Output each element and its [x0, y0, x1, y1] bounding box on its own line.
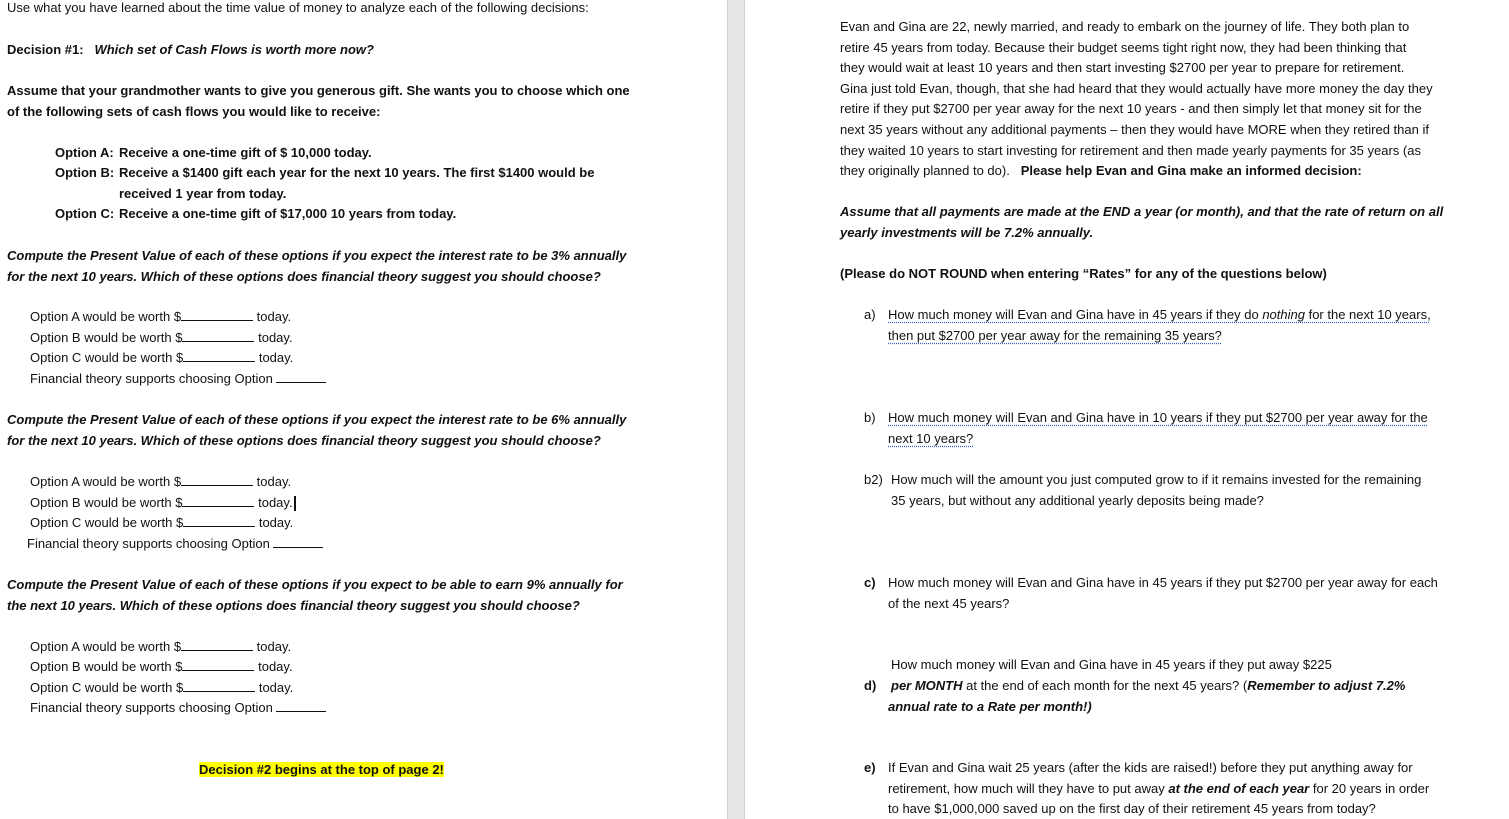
question-b2-line-2: 35 years, but without any additional yearly deposits being made?: [891, 493, 1264, 508]
option-b-label: Option B:: [55, 165, 115, 180]
story-line-1: Evan and Gina are 22, newly married, and ready to embark on the journey of life. They both plan to: [840, 19, 1410, 34]
section-6pct-line-2: for the next 10 years. Which of these options does financial theory suggest you should choose?: [7, 433, 601, 448]
answer-blank[interactable]: [182, 328, 254, 342]
supports-row-9pct: [30, 698, 326, 718]
today-text: today.: [256, 309, 292, 324]
supports-label: Financial theory supports choosing Option: [30, 371, 273, 386]
question-c-line-2: of the next 45 years?: [888, 596, 1010, 611]
answer-blank[interactable]: [183, 678, 255, 692]
answer-row-c-3pct: [30, 348, 293, 368]
question-a-line-2: then put $2700 per year away for the remaining 35 years?: [888, 328, 1222, 343]
supports-blank[interactable]: [276, 698, 326, 712]
question-e-line-1: If Evan and Gina wait 25 years (after the kids are raised!) before they put anything away for: [888, 760, 1413, 775]
today-text: today.: [258, 350, 294, 365]
supports-blank[interactable]: [273, 534, 323, 548]
question-a-label: a): [864, 307, 876, 322]
section-6pct-line-1: Compute the Present Value of each of these options if you expect the interest rate to be 6% annually: [7, 412, 627, 427]
answer-row-a-9pct: [30, 637, 291, 657]
answer-label: Option C would be worth $: [30, 350, 184, 365]
supports-row-6pct: [27, 534, 323, 554]
supports-label: Financial theory supports choosing Option: [30, 700, 273, 715]
story-line-8: [840, 161, 1362, 181]
section-9pct-line-2: the next 10 years. Which of these options does financial theory suggest you should choose?: [7, 598, 580, 613]
today-text: today.: [258, 515, 294, 530]
question-b2-label: b2): [864, 472, 883, 487]
story-line-6: next 35 years without any additional payments – then they would have MORE when they retired than if: [840, 122, 1429, 137]
story-line-4: Gina just told Evan, though, that she had heard that they would actually have more money the day they: [840, 81, 1433, 96]
question-d-line-2: [891, 676, 1405, 696]
intro-text: Use what you have learned about the time value of money to analyze each of the following decisions:: [7, 0, 589, 15]
option-b-text-cont: received 1 year from today.: [119, 186, 287, 201]
decision-2-note-text: Decision #2 begins at the top of page 2!: [199, 762, 444, 777]
story-line-7: they waited 10 years to start investing for retirement and then made yearly payments for 35 years (as: [840, 143, 1421, 158]
qe-pre: retirement, how much will they have to put away: [888, 781, 1169, 796]
story-call-to-action: Please help Evan and Gina make an informed decision:: [1020, 163, 1362, 178]
option-a-label: Option A:: [55, 145, 114, 160]
qd-mid: at the end of each month for the next 45 years? (: [962, 678, 1248, 693]
section-3pct-line-2: for the next 10 years. Which of these options does financial theory suggest you should choose?: [7, 269, 601, 284]
qa-italic: nothing: [1262, 307, 1305, 322]
today-text: today.: [258, 330, 293, 345]
assume-rate-line-1: Assume that all payments are made at the END a year (or month), and that the rate of return on all: [840, 204, 1444, 219]
question-b-line-2: next 10 years?: [888, 431, 974, 446]
supports-label: Financial theory supports choosing Option: [27, 536, 270, 551]
question-d-label: d): [864, 678, 877, 693]
supports-blank[interactable]: [276, 369, 326, 383]
qd-per-month: per MONTH: [891, 678, 963, 693]
option-a-text: Receive a one-time gift of $ 10,000 today.: [119, 145, 372, 160]
question-e-label: e): [864, 760, 876, 775]
question-d-line-3: annual rate to a Rate per month!): [888, 699, 1092, 714]
answer-label: Option A would be worth $: [30, 639, 182, 654]
assume-line-1: Assume that your grandmother wants to give you generous gift. She wants you to choose which one: [7, 83, 630, 98]
today-text: today.: [256, 474, 292, 489]
story-line-2: retire 45 years from today. Because their budget seems tight right now, they had been thinking that: [840, 40, 1407, 55]
answer-blank[interactable]: [183, 513, 255, 527]
today-text: today.: [256, 639, 292, 654]
answer-blank[interactable]: [181, 307, 253, 321]
qe-end-of-year: at the end of each year: [1168, 781, 1310, 796]
story-line-5: retire if they put $2700 per year away for the next 10 years - and then simply let that money sit for the: [840, 101, 1422, 116]
question-a-line-1: [888, 305, 1431, 325]
assume-line-2: of the following sets of cash flows you would like to receive:: [7, 104, 381, 119]
today-text: today.: [258, 495, 293, 510]
answer-row-b-3pct: [30, 328, 293, 348]
answer-row-c-6pct: [30, 513, 293, 533]
qe-post: for 20 years in order: [1309, 781, 1430, 796]
supports-row-3pct: [30, 369, 326, 389]
qd-remember: Remember to adjust 7.2%: [1247, 678, 1406, 693]
answer-row-a-3pct: [30, 307, 291, 327]
round-note: (Please do NOT ROUND when entering “Rates” for any of the questions below): [840, 266, 1327, 281]
decision-heading: [7, 40, 374, 60]
question-b-label: b): [864, 410, 876, 425]
answer-blank[interactable]: [182, 657, 254, 671]
story-last-text: they originally planned to do).: [840, 163, 1010, 178]
answer-blank[interactable]: [183, 348, 255, 362]
answer-blank[interactable]: [182, 493, 254, 507]
section-9pct-line-1: Compute the Present Value of each of these options if you expect to be able to earn 9% annually for: [7, 577, 623, 592]
question-c-line-1: How much money will Evan and Gina have in 45 years if they put $2700 per year away for each: [888, 575, 1438, 590]
text-cursor: [294, 496, 296, 511]
answer-label: Option A would be worth $: [30, 309, 182, 324]
qa-post: for the next 10 years,: [1304, 307, 1431, 322]
answer-row-c-9pct: [30, 678, 293, 698]
qa-pre: How much money will Evan and Gina have in 45 years if they do: [888, 307, 1263, 322]
section-3pct-line-1: Compute the Present Value of each of these options if you expect the interest rate to be 3% annually: [7, 248, 627, 263]
option-c-label: Option C:: [55, 206, 115, 221]
decision-2-note: [199, 760, 444, 780]
answer-row-b-9pct: [30, 657, 293, 677]
story-line-3: they would wait at least 10 years and then start investing $2700 per year to prepare for retirement.: [840, 60, 1405, 75]
question-e-line-2: [888, 779, 1429, 799]
answer-row-a-6pct: [30, 472, 291, 492]
page-divider: [727, 0, 745, 819]
answer-label: Option A would be worth $: [30, 474, 182, 489]
question-c-label: c): [864, 575, 876, 590]
question-d-line-1: How much money will Evan and Gina have in 45 years if they put away $225: [891, 657, 1332, 672]
answer-row-b-6pct: [30, 493, 296, 513]
option-c-text: Receive a one-time gift of $17,000 10 years from today.: [119, 206, 457, 221]
answer-label: Option C would be worth $: [30, 680, 184, 695]
decision-label: Decision #1:: [7, 42, 84, 57]
question-b2-line-1: How much will the amount you just computed grow to if it remains invested for the remaining: [891, 472, 1422, 487]
answer-label: Option B would be worth $: [30, 495, 183, 510]
assume-rate-line-2: yearly investments will be 7.2% annually.: [840, 225, 1094, 240]
today-text: today.: [258, 680, 294, 695]
answer-label: Option B would be worth $: [30, 659, 183, 674]
question-b-line-1: How much money will Evan and Gina have in 10 years if they put $2700 per year away for the: [888, 410, 1428, 425]
option-b-text: Receive a $1400 gift each year for the next 10 years. The first $1400 would be: [119, 165, 595, 180]
question-e-line-3: to have $1,000,000 saved up on the first day of their retirement 45 years from today?: [888, 801, 1376, 816]
answer-label: Option C would be worth $: [30, 515, 184, 530]
decision-title: Which set of Cash Flows is worth more now?: [94, 42, 374, 57]
today-text: today.: [258, 659, 293, 674]
answer-label: Option B would be worth $: [30, 330, 183, 345]
answer-blank[interactable]: [181, 472, 253, 486]
answer-blank[interactable]: [181, 637, 253, 651]
